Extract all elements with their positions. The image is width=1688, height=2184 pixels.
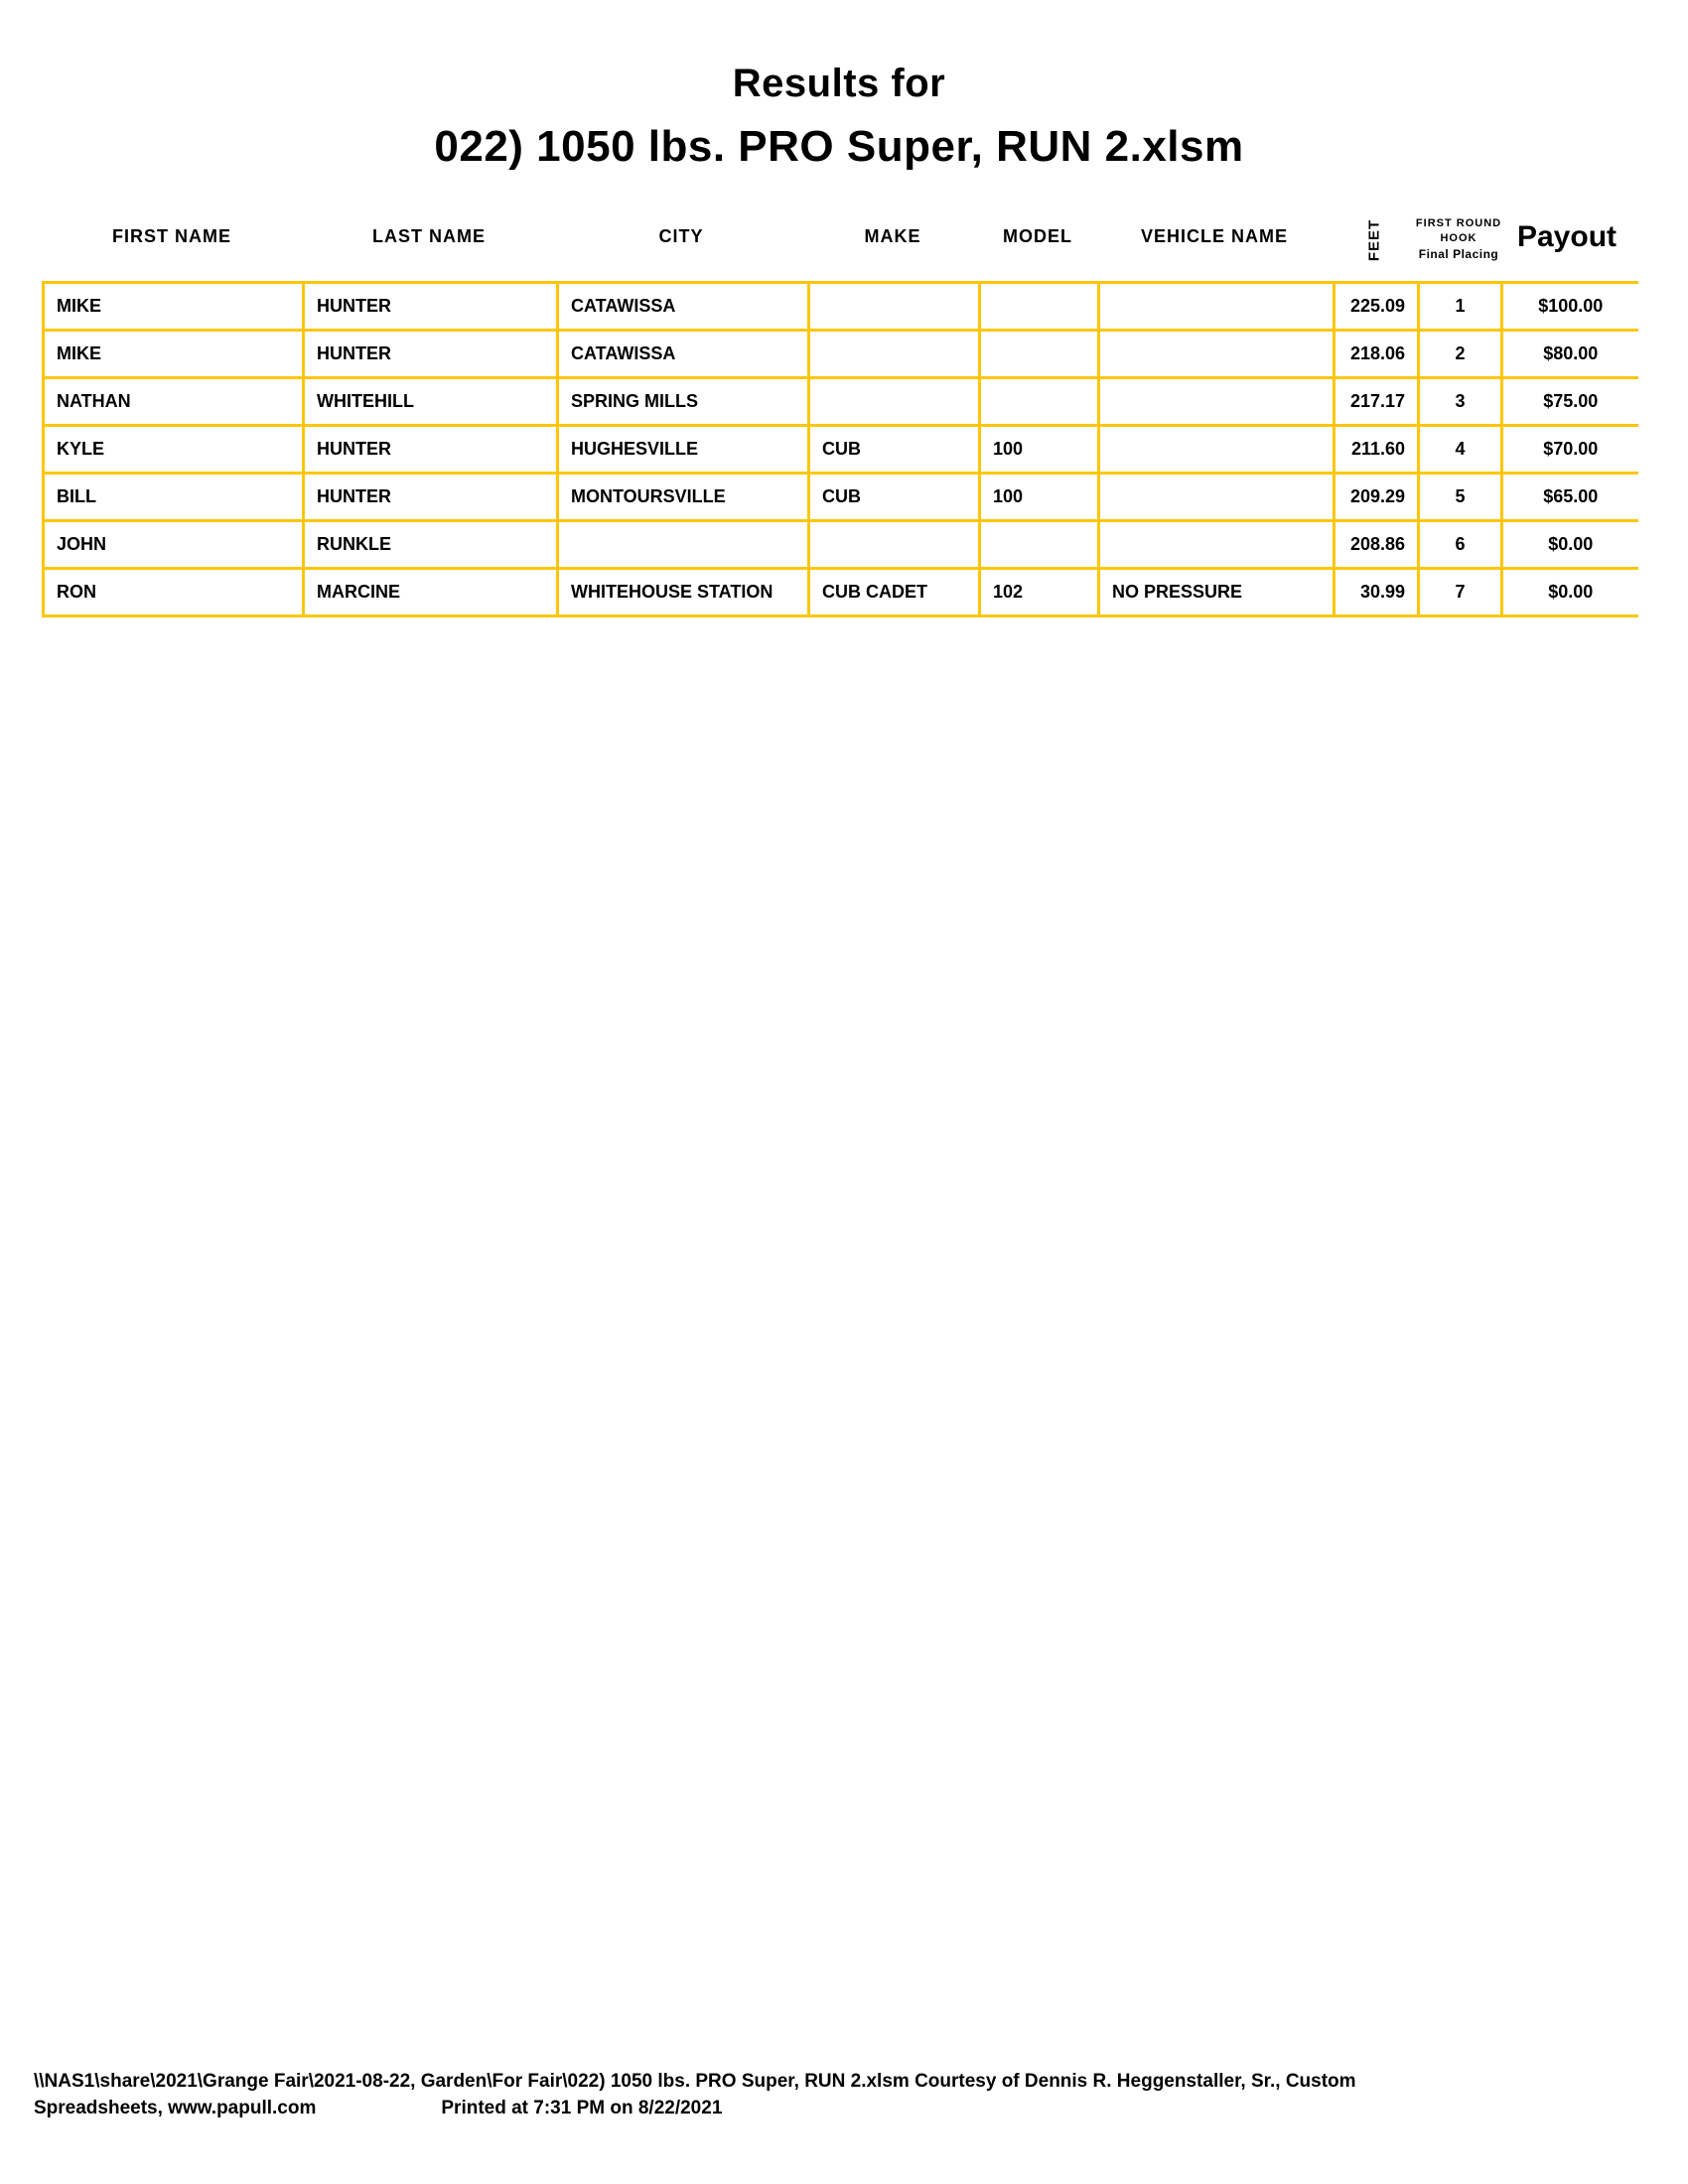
cell-first-name: KYLE [44, 426, 304, 474]
page-title [42, 62, 1636, 172]
title-file-name: 022) 1050 lbs. PRO Super, RUN 2.xlsm [434, 122, 1244, 171]
cell-city: SPRING MILLS [558, 378, 809, 426]
cell-feet: 211.60 [1335, 426, 1419, 474]
cell-vehicle-name [1099, 426, 1335, 474]
cell-first-name: MIKE [44, 331, 304, 378]
table-row [44, 426, 1638, 474]
cell-feet: 30.99 [1335, 569, 1419, 616]
cell-city: CATAWISSA [558, 331, 809, 378]
table-header-band [0, 208, 1688, 283]
cell-last-name: WHITEHILL [304, 378, 558, 426]
cell-vehicle-name [1099, 474, 1335, 521]
colheader-final-placing: Final Placing [1418, 247, 1499, 261]
cell-make [809, 378, 980, 426]
cell-final-placing: 4 [1419, 426, 1502, 474]
cell-first-name: BILL [44, 474, 304, 521]
cell-make: CUB [809, 426, 980, 474]
footer-file-path: \\NAS1\share\2021\Grange Fair\2021-08-22, Garden\For Fair\022) 1050 lbs. PRO Super, RUN 2.xlsm Courtesy of Dennis R. Heggenstaller, Sr., Custom [34, 2071, 1356, 2092]
footer-second-line [34, 2095, 1662, 2121]
cell-last-name: HUNTER [304, 283, 558, 331]
cell-last-name: HUNTER [304, 426, 558, 474]
cell-payout: $80.00 [1502, 331, 1638, 378]
cell-city: CATAWISSA [558, 283, 809, 331]
colheader-model: MODEL [1003, 226, 1072, 246]
cell-final-placing: 7 [1419, 569, 1502, 616]
table-row [44, 283, 1638, 331]
cell-city: WHITEHOUSE STATION [558, 569, 809, 616]
cell-model: 100 [980, 426, 1099, 474]
footer-printed-timestamp: Printed at 7:31 PM on 8/22/2021 [441, 2098, 723, 2118]
cell-payout: $75.00 [1502, 378, 1638, 426]
cell-vehicle-name [1099, 283, 1335, 331]
cell-first-name: JOHN [44, 521, 304, 569]
colheader-city: CITY [658, 226, 704, 246]
cell-feet: 217.17 [1335, 378, 1419, 426]
cell-final-placing: 3 [1419, 378, 1502, 426]
cell-last-name: MARCINE [304, 569, 558, 616]
colheader-make: MAKE [864, 226, 921, 246]
cell-vehicle-name [1099, 521, 1335, 569]
colheader-first-name: FIRST NAME [112, 226, 231, 246]
cell-final-placing: 1 [1419, 283, 1502, 331]
colheader-payout: Payout [1516, 220, 1618, 253]
cell-feet: 208.86 [1335, 521, 1419, 569]
cell-city [558, 521, 809, 569]
cell-feet: 218.06 [1335, 331, 1419, 378]
colheader-feet-rotated: FEET [1365, 218, 1383, 262]
cell-model [980, 521, 1099, 569]
cell-payout: $0.00 [1502, 569, 1638, 616]
cell-vehicle-name [1099, 331, 1335, 378]
cell-payout: $65.00 [1502, 474, 1638, 521]
title-results-for: Results for [732, 62, 946, 105]
cell-payout: $70.00 [1502, 426, 1638, 474]
cell-final-placing: 2 [1419, 331, 1502, 378]
cell-city: MONTOURSVILLE [558, 474, 809, 521]
cell-payout: $0.00 [1502, 521, 1638, 569]
cell-vehicle-name [1099, 378, 1335, 426]
cell-make [809, 283, 980, 331]
cell-model: 102 [980, 569, 1099, 616]
table-row [44, 331, 1638, 378]
table-row [44, 378, 1638, 426]
cell-make: CUB [809, 474, 980, 521]
colheader-hook-placing [1416, 216, 1501, 262]
cell-make: CUB CADET [809, 569, 980, 616]
table-row [44, 569, 1638, 616]
colheader-hook: HOOK [1440, 232, 1477, 244]
cell-last-name: RUNKLE [304, 521, 558, 569]
cell-first-name: NATHAN [44, 378, 304, 426]
cell-final-placing: 5 [1419, 474, 1502, 521]
cell-first-name: MIKE [44, 283, 304, 331]
results-table [42, 281, 1638, 617]
cell-payout: $100.00 [1502, 283, 1638, 331]
table-row [44, 521, 1638, 569]
page-footer [34, 2068, 1662, 2121]
cell-city: HUGHESVILLE [558, 426, 809, 474]
cell-last-name: HUNTER [304, 331, 558, 378]
cell-model [980, 283, 1099, 331]
footer-website: Spreadsheets, www.papull.com [34, 2098, 317, 2118]
cell-last-name: HUNTER [304, 474, 558, 521]
cell-feet: 209.29 [1335, 474, 1419, 521]
cell-first-name: RON [44, 569, 304, 616]
cell-model [980, 378, 1099, 426]
table-row [44, 474, 1638, 521]
cell-vehicle-name: NO PRESSURE [1099, 569, 1335, 616]
colheader-first-round: FIRST ROUND [1415, 217, 1502, 229]
cell-feet: 225.09 [1335, 283, 1419, 331]
cell-final-placing: 6 [1419, 521, 1502, 569]
colheader-vehicle-name: VEHICLE NAME [1140, 226, 1289, 246]
colheader-last-name: LAST NAME [372, 226, 486, 246]
cell-model [980, 331, 1099, 378]
cell-model: 100 [980, 474, 1099, 521]
cell-make [809, 521, 980, 569]
cell-make [809, 331, 980, 378]
